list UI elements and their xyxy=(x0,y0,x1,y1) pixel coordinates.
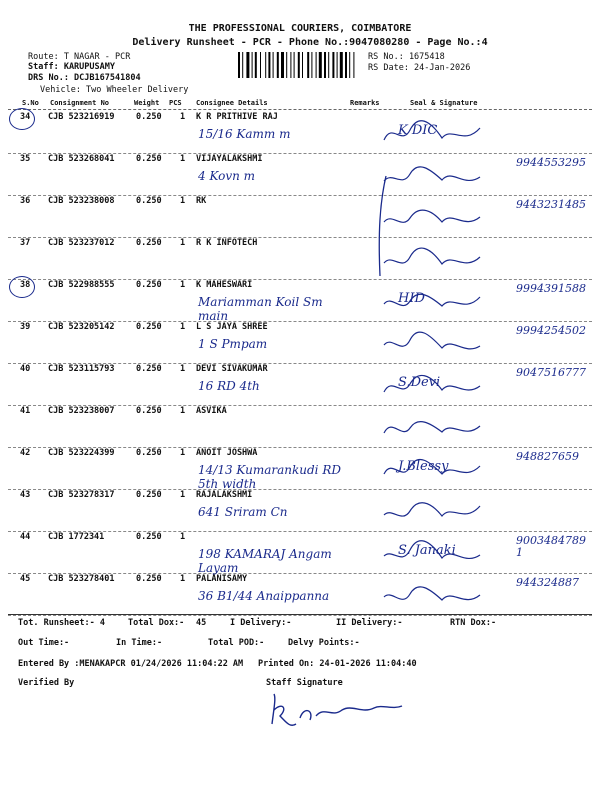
row-sno: 40 xyxy=(20,364,31,374)
total-runsheet: Tot. Runsheet:- 4 xyxy=(18,618,105,628)
row-weight: 0.250 xyxy=(136,322,162,332)
row-sno: 45 xyxy=(20,574,31,584)
row-signature-scribble xyxy=(380,238,490,278)
row-weight: 0.250 xyxy=(136,280,162,290)
barcode-bar xyxy=(273,52,274,78)
row-sno: 37 xyxy=(20,238,31,248)
row-handwritten-phone: 9994391588 xyxy=(516,282,586,295)
row-consignee-name: K MAHESWARI xyxy=(196,280,253,290)
row-signature-scribble xyxy=(380,448,490,488)
barcode-bar xyxy=(328,52,329,78)
row-sno: 39 xyxy=(20,322,31,332)
row-handwritten-signature: J.Blessy xyxy=(398,459,449,474)
row-pcs: 1 xyxy=(180,154,186,164)
barcode-bar xyxy=(316,52,317,78)
row-weight: 0.250 xyxy=(136,448,162,458)
row-consignment-no: CJB 523237012 xyxy=(48,238,115,248)
row-pcs: 1 xyxy=(180,364,186,374)
col-weight: Weight xyxy=(134,99,160,107)
row-weight: 0.250 xyxy=(136,154,162,164)
total-dox-label: Total Dox:- xyxy=(128,618,185,628)
table-row xyxy=(8,405,592,448)
row-signature-scribble xyxy=(380,490,490,530)
row-consignment-no: CJB 523268041 xyxy=(48,154,115,164)
rtn-dox-label: RTN Dox:- xyxy=(450,618,497,628)
row-consignee-name: ASVIKA xyxy=(196,406,227,416)
barcode-bar xyxy=(290,52,291,78)
row-pcs: 1 xyxy=(180,574,186,584)
row-sno: 41 xyxy=(20,406,31,416)
col-consignment: Consignment No xyxy=(50,99,110,107)
barcode-bar xyxy=(311,52,312,78)
row-signature-scribble xyxy=(380,196,490,236)
barcode-bar xyxy=(345,52,347,78)
row-pcs: 1 xyxy=(180,280,186,290)
table-header xyxy=(8,98,592,110)
row-handwritten-address: 4 Kovn m xyxy=(198,169,256,183)
route-label: Route: T NAGAR - PCR xyxy=(28,52,131,62)
drs-label: DRS No.: DCJB167541804 xyxy=(28,73,141,83)
barcode-bar xyxy=(324,52,326,78)
col-remarks: Remarks xyxy=(350,99,380,107)
row-weight: 0.250 xyxy=(136,406,162,416)
barcode-bar xyxy=(281,52,284,78)
row-handwritten-phone: 948827659 xyxy=(516,450,579,463)
barcode-bar xyxy=(340,52,343,78)
barcode-bar xyxy=(246,52,249,78)
row-consignment-no: CJB 523216919 xyxy=(48,112,115,122)
row-handwritten-address: 16 RD 4th xyxy=(198,379,260,393)
row-signature-scribble xyxy=(380,154,490,194)
in-time-label: In Time:- xyxy=(116,638,163,648)
row-consignee-name: ANOIT JOSHWA xyxy=(196,448,258,458)
row-handwritten-signature: K DIC xyxy=(398,123,438,138)
printed-on: Printed On: 24-01-2026 11:04:40 xyxy=(258,659,417,669)
row-handwritten-address: 641 Sriram Cn xyxy=(198,505,288,519)
barcode-bar xyxy=(252,52,253,78)
row-sno: 36 xyxy=(20,196,31,206)
row-consignment-no: CJB 523238008 xyxy=(48,196,115,206)
row-handwritten-phone: 9944553295 xyxy=(516,156,586,169)
row-weight: 0.250 xyxy=(136,490,162,500)
row-signature-scribble xyxy=(380,364,490,404)
row-consignment-no: CJB 522988555 xyxy=(48,280,115,290)
row-handwritten-address: Mariamman Koil Sm main xyxy=(198,295,323,323)
table-row xyxy=(8,489,592,532)
row-consignment-no: CJB 523115793 xyxy=(48,364,115,374)
out-time-label: Out Time:- xyxy=(18,638,70,648)
table-row xyxy=(8,573,592,616)
row-handwritten-signature: S.Devi xyxy=(398,375,441,390)
table-row xyxy=(8,237,592,280)
barcode-bar xyxy=(302,52,303,78)
barcode-bar xyxy=(298,52,300,78)
row-handwritten-address: 14/13 Kumarankudi RD 5th width xyxy=(198,463,341,491)
barcode-bar xyxy=(238,52,240,78)
row-pcs: 1 xyxy=(180,406,186,416)
row-signature-scribble xyxy=(380,532,490,572)
col-consignee: Consignee Details xyxy=(196,99,268,107)
row-signature-scribble xyxy=(380,406,490,446)
row-weight: 0.250 xyxy=(136,364,162,374)
row-weight: 0.250 xyxy=(136,112,162,122)
row-handwritten-address: 36 B1/44 Anaippanna xyxy=(198,589,330,603)
row-sno: 42 xyxy=(20,448,31,458)
row-consignment-no: CJB 523278401 xyxy=(48,574,115,584)
row-pcs: 1 xyxy=(180,196,186,206)
company-title: THE PROFESSIONAL COURIERS, COIMBATORE xyxy=(188,23,412,34)
row-consignee-name: K R PRITHIVE RAJ xyxy=(196,112,278,122)
rs-number: RS No.: 1675418 xyxy=(368,52,445,62)
row-sno: 44 xyxy=(20,532,31,542)
row-handwritten-phone: 9994254502 xyxy=(516,324,586,337)
total-pod-label: Total POD:- xyxy=(208,638,265,648)
row-consignment-no: CJB 1772341 xyxy=(48,532,105,542)
table-row xyxy=(8,153,592,196)
row-pcs: 1 xyxy=(180,448,186,458)
barcode-bar xyxy=(307,52,309,78)
row-pcs: 1 xyxy=(180,490,186,500)
rs-date: RS Date: 24-Jan-2026 xyxy=(368,63,471,73)
row-pcs: 1 xyxy=(180,238,186,248)
row-signature-scribble xyxy=(380,280,490,320)
row-consignee-name: RAJALAKSHMI xyxy=(196,490,253,500)
staff-signature-scribble xyxy=(262,688,412,744)
col-seal-signature: Seal & Signature xyxy=(410,99,478,107)
barcode-bar xyxy=(349,52,350,78)
row-consignment-no: CJB 523224399 xyxy=(48,448,115,458)
sno-circle-mark xyxy=(9,108,35,130)
barcode-bar xyxy=(337,52,338,78)
row-signature-scribble xyxy=(380,112,490,152)
staff-label: Staff: KARUPUSAMY xyxy=(28,62,115,72)
row-sno: 43 xyxy=(20,490,31,500)
table-row xyxy=(8,447,592,490)
barcode-bar xyxy=(286,52,287,78)
row-pcs: 1 xyxy=(180,112,186,122)
row-handwritten-address: 15/16 Kamm m xyxy=(198,127,291,141)
row-weight: 0.250 xyxy=(136,574,162,584)
total-dox-count: 45 xyxy=(196,618,207,628)
row-consignment-no: CJB 523278317 xyxy=(48,490,115,500)
i-delivery-label: I Delivery:- xyxy=(230,618,292,628)
row-consignee-name: L S JAYA SHREE xyxy=(196,322,268,332)
barcode-bar xyxy=(268,52,270,78)
verified-by-label: Verified By xyxy=(18,678,75,688)
row-sno: 34 xyxy=(20,112,31,122)
barcode-bar xyxy=(260,52,261,78)
long-signature-stroke xyxy=(372,172,392,282)
row-handwritten-address: 198 KAMARAJ Angam Layam xyxy=(198,547,332,575)
row-pcs: 1 xyxy=(180,322,186,332)
staff-signature-label: Staff Signature xyxy=(266,678,343,688)
col-sno: S.No xyxy=(22,99,39,107)
table-row xyxy=(8,111,592,154)
table-row xyxy=(8,321,592,364)
sno-circle-mark xyxy=(9,276,35,298)
barcode-bar xyxy=(353,52,354,78)
row-signature-scribble xyxy=(380,574,490,614)
barcode-bar xyxy=(332,52,334,78)
row-pcs: 1 xyxy=(180,532,186,542)
row-consignee-name: VIJAYALAKSHMI xyxy=(196,154,263,164)
table-row xyxy=(8,279,592,322)
row-consignee-name: PALANISAMY xyxy=(196,574,248,584)
row-handwritten-phone: 944324887 xyxy=(516,576,579,589)
barcode-bar xyxy=(319,52,322,78)
table-row xyxy=(8,531,592,574)
footer-divider xyxy=(8,614,592,615)
barcode-bar xyxy=(294,52,295,78)
barcode-bar xyxy=(255,52,257,78)
row-handwritten-signature: S. Janaki xyxy=(398,543,456,558)
row-handwritten-address: 1 S Pmpam xyxy=(198,337,268,351)
row-handwritten-phone: 90034847891 xyxy=(516,534,586,559)
row-signature-scribble xyxy=(380,322,490,362)
barcode-bar xyxy=(265,52,266,78)
row-consignee-name: DEVI SIVAKUMAR xyxy=(196,364,268,374)
row-sno: 35 xyxy=(20,154,31,164)
barcode-bar xyxy=(242,52,243,78)
row-handwritten-phone: 9443231485 xyxy=(516,198,586,211)
row-handwritten-phone: 9047516777 xyxy=(516,366,586,379)
vehicle-label: Vehicle: Two Wheeler Delivery xyxy=(40,85,189,95)
row-consignment-no: CJB 523205142 xyxy=(48,322,115,332)
row-handwritten-signature: HID xyxy=(398,291,425,306)
row-weight: 0.250 xyxy=(136,238,162,248)
row-consignment-no: CJB 523238007 xyxy=(48,406,115,416)
delvy-points-label: Delvy Points:- xyxy=(288,638,360,648)
entered-by: Entered By :MENAKAPCR 01/24/2026 11:04:22 AM xyxy=(18,659,244,669)
row-weight: 0.250 xyxy=(136,532,162,542)
ii-delivery-label: II Delivery:- xyxy=(336,618,403,628)
row-consignee-name: R K INFOTECH xyxy=(196,238,258,248)
barcode-bar xyxy=(277,52,279,78)
row-weight: 0.250 xyxy=(136,196,162,206)
barcode-image xyxy=(238,52,363,78)
row-consignee-name: RK xyxy=(196,196,207,206)
table-row xyxy=(8,363,592,406)
runsheet-subtitle: Delivery Runsheet - PCR - Phone No.:9047080280 - Page No.:4 xyxy=(132,37,488,48)
row-sno: 38 xyxy=(20,280,31,290)
col-pcs: PCS xyxy=(169,99,182,107)
table-row xyxy=(8,195,592,238)
